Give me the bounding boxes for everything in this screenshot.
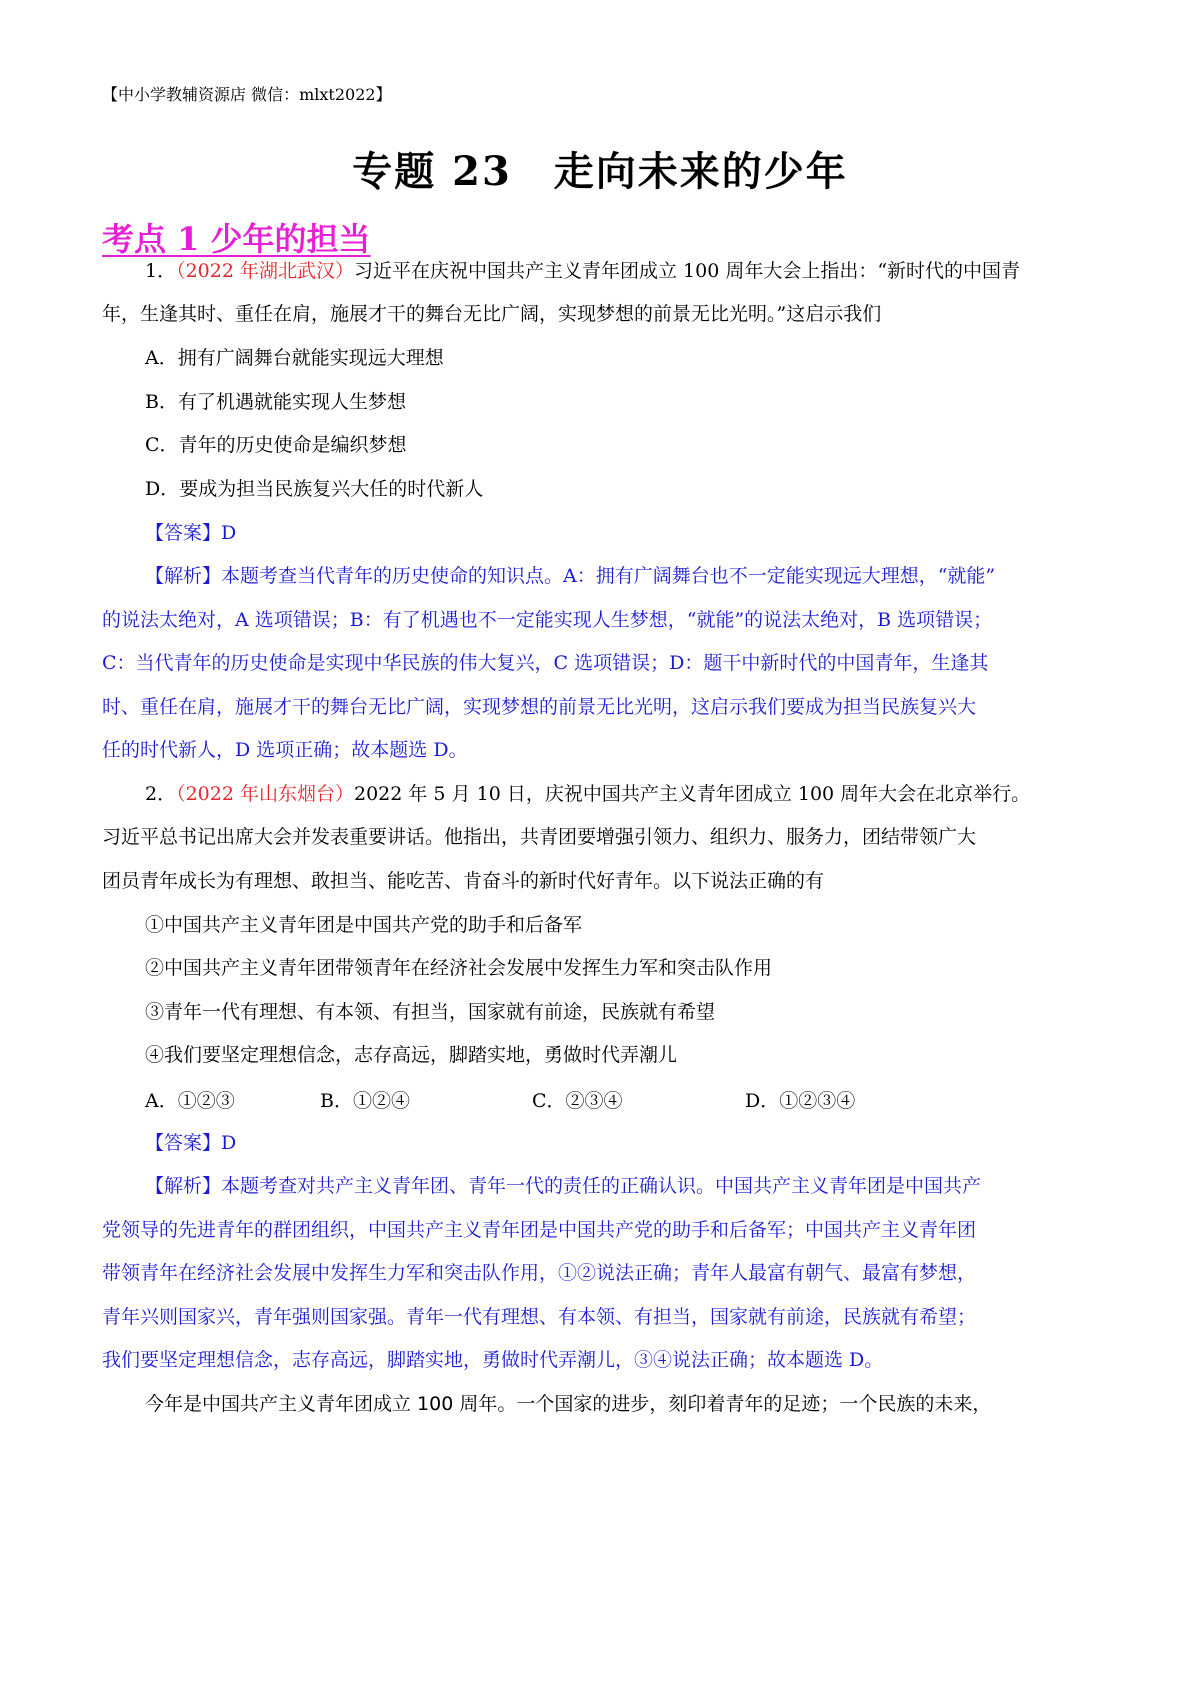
- q1-analysis-line: 任的时代新人，D 选项正确；故本题选 D。: [102, 739, 468, 761]
- q2-stem-line-2: 习近平总书记出席大会并发表重要讲话。他指出，共青团要增强引领力、组织力、服务力，团结带领广大: [102, 826, 977, 848]
- q2-analysis-line: 青年兴则国家兴，青年强则国家强。青年一代有理想、有本领、有担当，国家就有前途，民族就有希望；: [102, 1306, 977, 1328]
- q1-option-b: B．有了机遇就能实现人生梦想: [145, 391, 406, 413]
- q2-option-c: C．②③④: [532, 1090, 623, 1112]
- q2-stem-line-3: 团员青年成长为有理想、敢担当、能吃苦、肯奋斗的新时代好青年。以下说法正确的有: [102, 870, 825, 892]
- q2-source: （2022 年山东烟台）: [176, 783, 354, 805]
- q2-stem-line-1: [145, 781, 1030, 807]
- q2-option-b: B．①②④: [320, 1090, 410, 1112]
- q1-stem-text: 习近平在庆祝中国共产主义青年团成立 100 周年大会上指出：“新时代的中国青: [354, 260, 1021, 282]
- q1-source: （2022 年湖北武汉）: [176, 260, 354, 282]
- q2-analysis-line: 带领青年在经济社会发展中发挥生力军和突击队作用，①②说法正确；青年人最富有朝气、最富有梦想，: [102, 1262, 977, 1284]
- trailing-paragraph: 今年是中国共产主义青年团成立 100 周年。一个国家的进步，刻印着青年的足迹；一个民族的未来，: [145, 1393, 992, 1415]
- q1-analysis-line: 【解析】本题考查当代青年的历史使命的知识点。A：拥有广阔舞台也不一定能实现远大理想，“就能”: [145, 565, 996, 587]
- q1-stem-line-2: 年，生逢其时、重任在肩，施展才干的舞台无比广阔，实现梦想的前景无比光明。”这启示我们: [102, 303, 882, 325]
- q1-analysis-line: 的说法太绝对，A 选项错误；B：有了机遇也不一定能实现人生梦想，“就能”的说法太绝对，B 选项错误；: [102, 609, 993, 631]
- q1-analysis-line: 时、重任在肩，施展才干的舞台无比广阔，实现梦想的前景无比光明，这启示我们要成为担当民族复兴大: [102, 696, 977, 718]
- q2-analysis-line: 我们要坚定理想信念，志存高远，脚踏实地，勇做时代弄潮儿，③④说法正确；故本题选 D。: [102, 1349, 884, 1371]
- q2-statement-1: ①中国共产主义青年团是中国共产党的助手和后备军: [145, 914, 583, 936]
- q1-option-d: D．要成为担当民族复兴大任的时代新人: [145, 478, 484, 500]
- q2-stem-text: 2022 年 5 月 10 日，庆祝中国共产主义青年团成立 100 周年大会在北京举行。: [354, 783, 1031, 805]
- section-heading: 考点 1 少年的担当: [102, 220, 371, 258]
- q2-statement-4: ④我们要坚定理想信念，志存高远，脚踏实地，勇做时代弄潮儿: [145, 1044, 678, 1066]
- q2-statement-3: ③青年一代有理想、有本领、有担当，国家就有前途，民族就有希望: [145, 1001, 716, 1023]
- q2-option-a: A．①②③: [145, 1090, 235, 1112]
- q2-statement-2: ②中国共产主义青年团带领青年在经济社会发展中发挥生力军和突击队作用: [145, 957, 773, 979]
- q1-answer: 【答案】D: [145, 522, 237, 544]
- page-title: 专题 23 走向未来的少年: [352, 148, 848, 195]
- q2-analysis-line: 党领导的先进青年的群团组织，中国共产主义青年团是中国共产党的助手和后备军；中国共产主义青年团: [102, 1219, 977, 1241]
- header-note: 【中小学教辅资源店 微信：mlxt2022】: [102, 85, 392, 104]
- q1-option-c: C．青年的历史使命是编织梦想: [145, 434, 407, 456]
- q2-answer: 【答案】D: [145, 1132, 237, 1154]
- q1-option-a: A．拥有广阔舞台就能实现远大理想: [145, 347, 444, 369]
- q2-analysis-line: 【解析】本题考查对共产主义青年团、青年一代的责任的正确认识。中国共产主义青年团是中国共产: [145, 1175, 982, 1197]
- q1-number: 1．: [145, 260, 177, 282]
- q1-stem-line-1: [145, 258, 1020, 284]
- q2-number: 2．: [145, 783, 177, 805]
- q1-analysis-line: C：当代青年的历史使命是实现中华民族的伟大复兴，C 选项错误；D：题干中新时代的中国青年，生逢其: [102, 652, 989, 674]
- q2-option-d: D．①②③④: [745, 1090, 856, 1112]
